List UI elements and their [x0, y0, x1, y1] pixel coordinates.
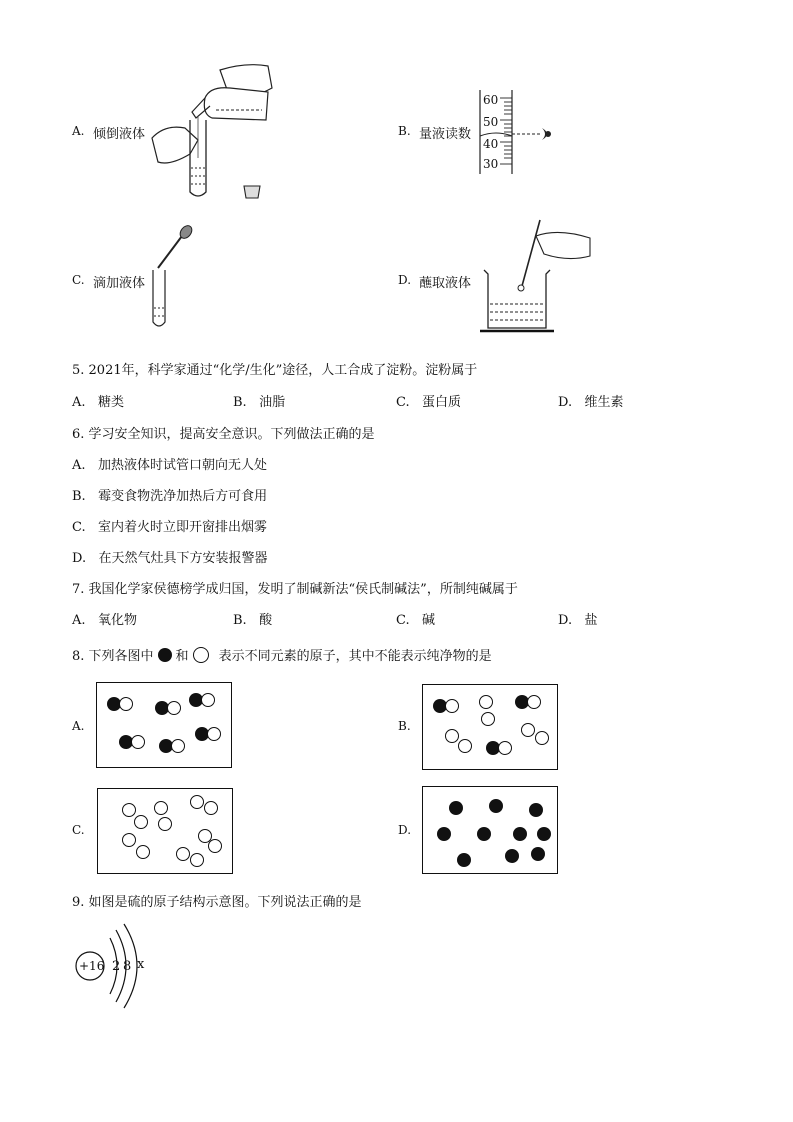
q5-option-a[interactable]	[72, 391, 124, 410]
q7-d-letter: D.	[558, 613, 573, 628]
tick-40: 40	[483, 137, 499, 151]
q8-c-label: C.	[72, 823, 85, 837]
white-atom	[445, 729, 459, 743]
glass-rod-illustration	[478, 218, 598, 338]
black-atom	[477, 827, 491, 841]
q4-d-label: 蘸取液体	[419, 276, 472, 291]
black-atom	[437, 827, 451, 841]
q7-option-c[interactable]	[396, 609, 435, 628]
white-atom	[122, 803, 136, 817]
q5-option-d[interactable]	[558, 391, 624, 410]
q4-b-label: 量液读数	[419, 127, 472, 142]
black-atom	[531, 847, 545, 861]
q7-b-letter: B.	[233, 613, 247, 628]
q7-c-text: 碱	[422, 613, 436, 628]
q7-option-d[interactable]	[558, 609, 598, 628]
tick-60: 60	[483, 93, 499, 107]
white-atom	[521, 723, 535, 737]
black-atom	[513, 827, 527, 841]
q7-b-text: 酸	[259, 613, 273, 628]
tick-50: 50	[483, 115, 499, 129]
white-atom	[445, 699, 459, 713]
q8-box-c[interactable]	[97, 788, 233, 874]
tick-30: 30	[483, 157, 499, 171]
black-atom	[457, 853, 471, 867]
pour-liquid-illustration	[150, 58, 275, 203]
q5-a-letter: A.	[72, 395, 86, 410]
q4-d-letter: D.	[398, 273, 412, 287]
q6-b-text: 霉变食物洗净加热后方可食用	[98, 489, 268, 504]
q5-option-b[interactable]	[233, 391, 285, 410]
q8-box-a[interactable]	[96, 682, 232, 768]
q8-a-label: A.	[72, 719, 85, 733]
white-atom	[207, 727, 221, 741]
white-atom	[136, 845, 150, 859]
white-atom	[119, 697, 133, 711]
q8-d-label: D.	[398, 823, 412, 837]
white-atom	[122, 833, 136, 847]
black-atom-icon	[158, 648, 172, 662]
q7-d-text: 盐	[584, 613, 598, 628]
white-atom	[134, 815, 148, 829]
q8-stem-post: 表示不同元素的原子，其中不能表示纯净物的是	[218, 649, 492, 664]
q5-stem: 5. 2021年，科学家通过“化学/生化”途径，人工合成了淀粉。淀粉属于	[72, 363, 478, 378]
white-atom	[204, 801, 218, 815]
q4-c-label: 滴加液体	[93, 276, 146, 291]
black-atom	[505, 849, 519, 863]
white-atom	[208, 839, 222, 853]
white-atom	[498, 741, 512, 755]
q6-c-letter: C.	[72, 520, 86, 535]
white-atom	[458, 739, 472, 753]
q8-stem-pre: 8. 下列各图中	[72, 649, 154, 664]
white-atom	[479, 695, 493, 709]
q6-stem: 6. 学习安全知识，提高安全意识。下列做法正确的是	[72, 427, 375, 442]
q6-option-d[interactable]	[72, 547, 268, 566]
q6-option-c[interactable]	[72, 516, 267, 535]
white-atom	[158, 817, 172, 831]
q8-stem-and: 和	[175, 649, 189, 664]
dropper-illustration	[150, 224, 198, 330]
white-atom	[527, 695, 541, 709]
q6-a-letter: A.	[72, 458, 86, 473]
white-atom	[154, 801, 168, 815]
white-atom	[167, 701, 181, 715]
q4-a-letter: A.	[72, 124, 85, 138]
q5-b-text: 油脂	[259, 395, 286, 410]
shell-1-electrons: 2	[112, 959, 121, 974]
white-atom	[176, 847, 190, 861]
q8-stem	[72, 645, 492, 664]
black-atom	[489, 799, 503, 813]
q5-b-letter: B.	[233, 395, 247, 410]
q7-c-letter: C.	[396, 613, 410, 628]
white-atom	[201, 693, 215, 707]
q6-d-letter: D.	[72, 551, 87, 566]
white-atom	[171, 739, 185, 753]
q9-stem: 9. 如图是硫的原子结构示意图。下列说法正确的是	[72, 895, 362, 910]
white-atom	[190, 853, 204, 867]
white-atom	[190, 795, 204, 809]
q7-a-text: 氧化物	[97, 613, 137, 628]
q7-a-letter: A.	[72, 613, 86, 628]
shell-2-electrons: 8	[123, 959, 132, 974]
q4-c-letter: C.	[72, 273, 85, 287]
white-atom	[535, 731, 549, 745]
q4-b-letter: B.	[398, 124, 411, 138]
white-atom	[481, 712, 495, 726]
q7-stem: 7. 我国化学家侯德榜学成归国，发明了制碱新法“侯氏制碱法”，所制纯碱属于	[72, 582, 518, 597]
q4-a-label: 倾倒液体	[93, 127, 146, 142]
q5-c-text: 蛋白质	[422, 395, 462, 410]
q6-c-text: 室内着火时立即开窗排出烟雾	[98, 520, 268, 535]
white-atom-icon	[193, 647, 209, 663]
q5-c-letter: C.	[396, 395, 410, 410]
q6-option-b[interactable]	[72, 485, 267, 504]
q5-a-text: 糖类	[97, 395, 124, 410]
q8-b-label: B.	[398, 719, 411, 733]
q8-box-d[interactable]	[422, 786, 558, 874]
black-atom	[529, 803, 543, 817]
q7-option-b[interactable]	[233, 609, 272, 628]
nucleus-charge: +16	[79, 959, 105, 973]
q6-a-text: 加热液体时试管口朝向无人处	[97, 458, 267, 473]
q5-d-letter: D.	[558, 395, 573, 410]
q5-d-text: 维生素	[584, 395, 624, 410]
black-atom	[449, 801, 463, 815]
q6-b-letter: B.	[72, 489, 86, 504]
shell-3-electrons: x	[137, 957, 145, 972]
black-atom	[537, 827, 551, 841]
q7-option-a[interactable]	[72, 609, 137, 628]
q6-d-text: 在天然气灶具下方安装报警器	[98, 551, 268, 566]
q5-option-c[interactable]	[396, 391, 461, 410]
q8-box-b[interactable]	[422, 684, 558, 770]
white-atom	[131, 735, 145, 749]
q6-option-a[interactable]	[72, 454, 267, 473]
